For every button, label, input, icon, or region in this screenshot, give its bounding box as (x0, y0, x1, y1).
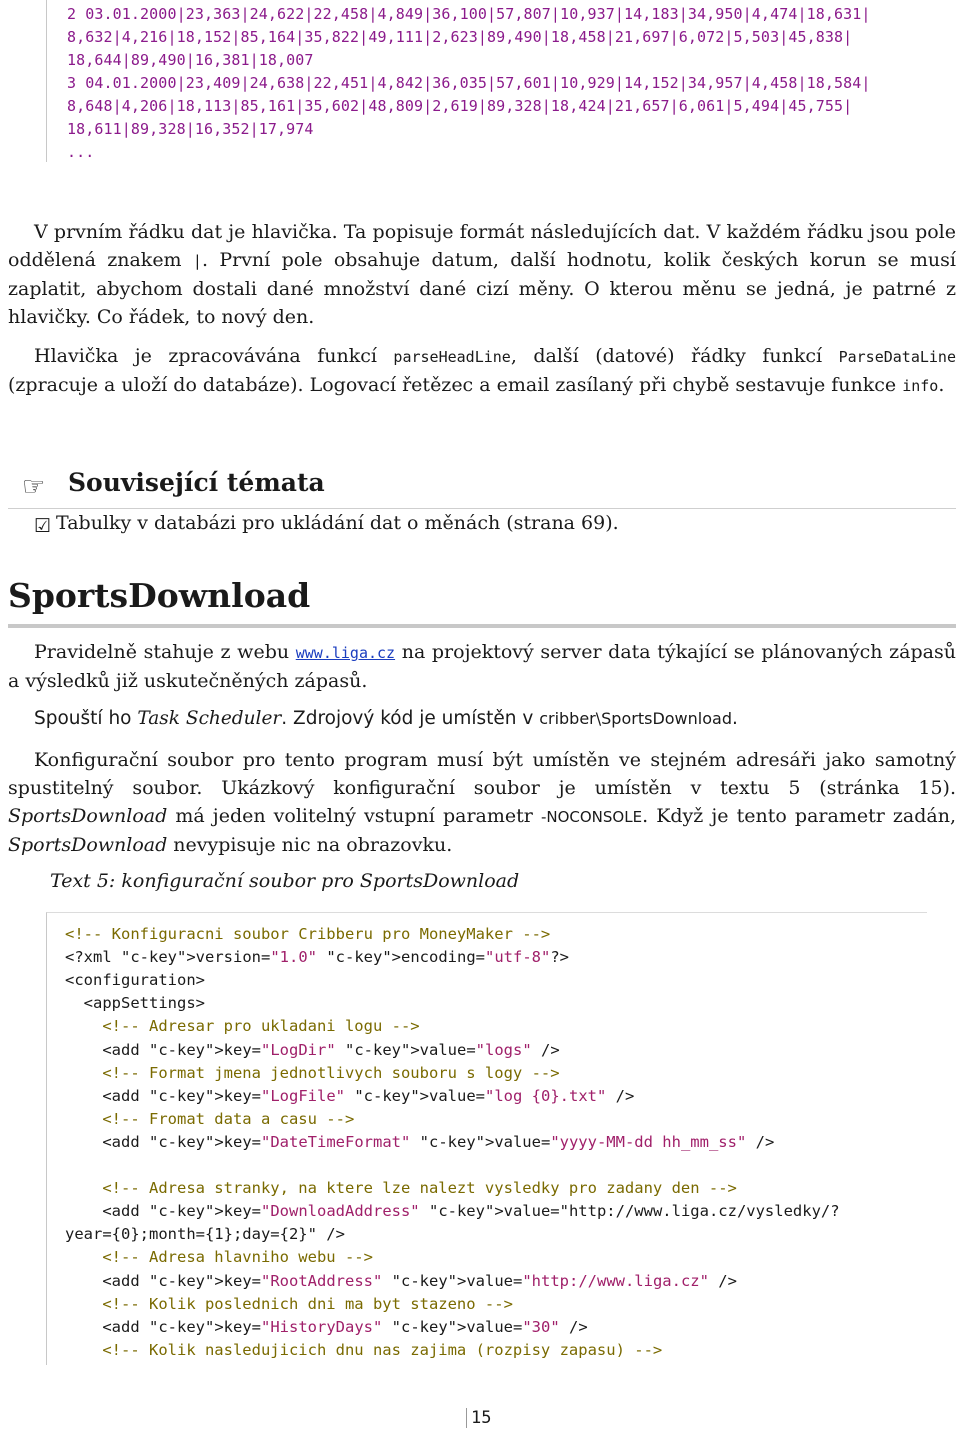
listing-line: ... (67, 143, 95, 161)
code-line: <add "c-key">key="DownloadAddress" "c-key">value="http://www.liga.cz/vysledky/? (65, 1202, 840, 1221)
related-topic-link[interactable]: Tabulky v databázi pro ukládání dat o měnách (strana 69). (56, 512, 619, 534)
program-name: SportsDownload (8, 834, 168, 856)
web-link[interactable]: www.liga.cz (295, 644, 396, 662)
listing-line: 8,648|4,206|18,113|85,161|35,602|48,809|2,619|89,328|18,424|21,657|6,061|5,494|45,755| (67, 97, 853, 115)
function-name: info (902, 377, 939, 395)
task-scheduler-name: Task Scheduler (137, 708, 282, 729)
code-caption: Text 5: konfigurační soubor pro SportsDownload (50, 870, 520, 892)
listing-line: 2 03.01.2000|23,363|24,622|22,458|4,849|36,100|57,807|10,937|14,183|34,950|4,474|18,631| (67, 5, 871, 23)
paragraph-parsing (8, 342, 956, 400)
code-line: <add "c-key">key="LogFile" "c-key">value="log {0}.txt" /> (65, 1086, 635, 1105)
code-line: <add "c-key">key="HistoryDays" "c-key">value="30" /> (65, 1317, 588, 1336)
code-line: <!-- Konfiguracni soubor Cribberu pro MoneyMaker --> (65, 925, 551, 943)
listing-line: 18,644|89,490|16,381|18,007 (67, 51, 314, 69)
data-listing (46, 0, 927, 162)
code-line: <appSettings> (65, 994, 205, 1013)
pointing-hand-icon: ☞ (22, 472, 46, 502)
paragraph-scheduler (8, 705, 956, 733)
code-line: <!-- Adresa stranky, na ktere lze nalezt vysledky pro zadany den --> (65, 1179, 737, 1198)
para-text: nevypisuje nic na obrazovku. (167, 834, 453, 856)
para-text: . První pole obsahuje datum, další hodnotu, kolik českých korun se musí zaplatit, abychom dostali dané množství dané cizí měny. O kterou měnu se jedná, je patrné z hlavičky. Co řádek, to nový den. (8, 249, 956, 328)
para-text: . (938, 374, 945, 396)
listing-line: 3 04.01.2000|23,409|24,638|22,451|4,842|36,035|57,601|10,929|14,152|34,957|4,458|18,584| (67, 74, 871, 92)
code-line: <add "c-key">key="RootAddress" "c-key">value="http://www.liga.cz" /> (65, 1271, 737, 1290)
related-topics-heading (8, 468, 956, 509)
code-line: year={0};month={1};day={2}" /> (65, 1225, 345, 1244)
para-text: . (731, 708, 738, 729)
para-text: na projektový server data týkající se plánovaných zápasů a výsledků již uskutečněných zápasů. (8, 641, 956, 692)
para-text: Spouští ho (34, 708, 138, 729)
section-heading (8, 572, 956, 628)
related-topics-title: Související témata (68, 468, 325, 497)
code-line: <!-- Adresa hlavniho webu --> (65, 1248, 373, 1267)
para-text: Pravidelně stahuje z webu (34, 641, 296, 663)
para-text: V prvním řádku dat je hlavička. Ta popisuje formát následujících dat. V každém řádku jsou pole oddělená znakem (8, 221, 956, 271)
page-number: 15 (466, 1408, 491, 1428)
para-text: (zpracuje a uloží do databáze). Logovací řetězec a email zasílaný při chybě sestavuje funkce (8, 374, 903, 396)
code-line: <!-- Format jmena jednotlivych souboru s logy --> (65, 1063, 560, 1082)
para-text: Hlavička je zpracovávána funkcí (34, 345, 394, 367)
para-text: . Zdrojový kód je umístěn v (281, 708, 540, 729)
code-line: <!-- Fromat data a casu --> (65, 1109, 355, 1128)
paragraph-config (8, 746, 956, 859)
paragraph-description (8, 638, 956, 695)
code-line: <!-- Adresar pro ukladani logu --> (65, 1017, 420, 1036)
function-name: ParseDataLine (838, 348, 956, 366)
checkbox-checked-icon: ☑ (34, 515, 52, 537)
code-line: <!-- Kolik nasledujicich dnu nas zajima (rozpisy zapasu) --> (65, 1340, 663, 1359)
function-name: parseHeadLine (393, 348, 511, 366)
code-line: <?xml "c-key">version="1.0" "c-key">encoding="utf-8"?> (65, 948, 569, 967)
para-text: , další (datové) řádky funkcí (510, 345, 839, 367)
para-text: Konfigurační soubor pro tento program musí být umístěn ve stejném adresáři jako samotný spustitelný soubor. Ukázkový konfigurační soubor je umístěn v textu 5 (stránka 15). (8, 749, 956, 799)
parameter-name: -NOCONSOLE (540, 808, 643, 826)
code-line: <add "c-key">key="DateTimeFormat" "c-key">value="yyyy-MM-dd hh_mm_ss" /> (65, 1132, 775, 1151)
code-line: <!-- Kolik poslednich dni ma byt stazeno --> (65, 1294, 513, 1313)
paragraph-data-format (8, 218, 956, 331)
listing-line: 18,611|89,328|16,352|17,974 (67, 120, 314, 138)
code-line: <configuration> (65, 971, 205, 990)
source-path: cribber\SportsDownload (539, 709, 732, 728)
separator-char: | (192, 252, 202, 270)
code-listing (46, 912, 927, 1365)
program-name: SportsDownload (8, 805, 168, 827)
para-text: . Když je tento parametr zadán, (642, 805, 957, 827)
listing-line: 8,632|4,216|18,152|85,164|35,822|49,111|2,623|89,490|18,458|21,697|6,072|5,503|45,838| (67, 28, 853, 46)
code-line: <add "c-key">key="LogDir" "c-key">value="logs" /> (65, 1040, 560, 1059)
para-text: má jeden volitelný vstupní parametr (167, 805, 541, 827)
section-title: SportsDownload (8, 576, 311, 615)
